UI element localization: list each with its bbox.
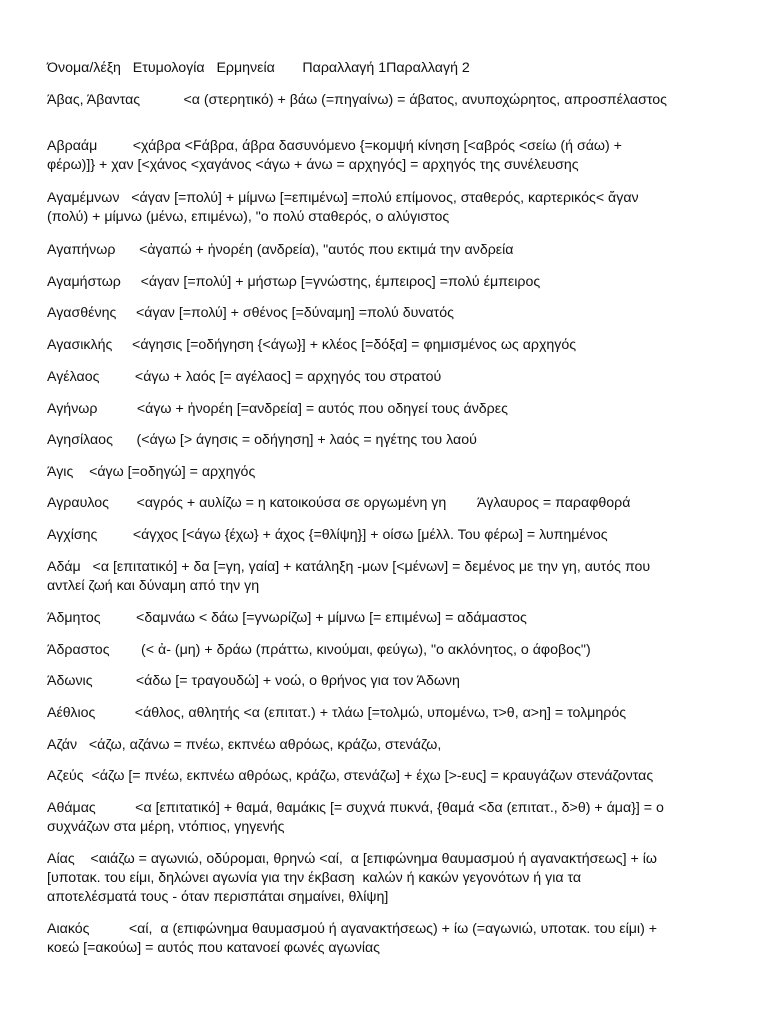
entry-line: Αίας <αιάζω = αγωνιώ, οδύρομαι, θρηνώ <αί, α [επιφώνημα θαυμασμού ή αγανακτήσεως] + ίω xyxy=(47,851,657,867)
entry-line: Άδμητος <δαμνάω < δάω [=γνωρίζω] + μίμνω [= επιμένω] = αδάμαστος xyxy=(47,610,527,626)
entry-line: Αβραάμ <χάβρα <Fάβρα, άβρα δασυνόμενο {=κομψή κίνηση [<αβρός <σείω (ή σάω) + xyxy=(47,138,622,154)
entry-line: (πολύ) + μίμνω (μένω, επιμένω), "ο πολύ σταθερός, ο αλύγιστος xyxy=(47,209,450,225)
entry-line: Αγήνωρ <άγω + ἠνορέη [=ανδρεία] = αυτός που οδηγεί τους άνδρες xyxy=(47,401,508,417)
entry-line: Άδραστος (< ἀ- (μη) + δράω (πράττω, κινούμαι, φεύγω), "ο ακλόνητος, ο άφοβος") xyxy=(47,642,591,658)
entry-line: Αγέλαος <άγω + λαός [= αγέλαος] = αρχηγός του στρατού xyxy=(47,369,442,385)
entry-line: Άβας, Άβαντας <α (στερητικό) + βάω (=πηγαίνω) = άβατος, ανυποχώρητος, απροσπέλαστος xyxy=(47,92,667,108)
entry-line: Αδάμ <α [επιτατικό] + δα [=γη, γαία] + κατάληξη -μων [<μένων] = δεμένος με την γη, αυτός που xyxy=(47,559,651,575)
entry-line: Αθάμας <α [επιτατικό] + θαμά, θαμάκις [= συχνά πυκνά, {θαμά <δα (επιτατ., δ>θ) + άμα}] = ο xyxy=(47,800,664,816)
entry-line: συχνάζων στα μέρη, ντόπιος, γηγενής xyxy=(47,819,285,835)
entry-line: Αγαμέμνων <άγαν [=πολύ] + μίμνω [=επιμένω] =πολύ επίμονος, σταθερός, καρτερικός< ἄγαν xyxy=(47,190,639,206)
entry-line: Άγις <άγω [=οδηγώ] = αρχηγός xyxy=(47,464,256,480)
entry-line: Αέθλιος <άθλος, αθλητής <α (επιτατ.) + τλάω [=τολμώ, υπομένω, τ>θ, α>η] = τολμηρός xyxy=(47,705,627,721)
entry-line: Αγχίσης <άγχος [<άγω {έχω} + άχος {=θλίψη}] + οίσω [μέλλ. Του φέρω] = λυπημένος xyxy=(47,527,608,543)
entry-line: φέρω)]} + χαν [<χάνος <χαγάνος <άγω + άνω = αρχηγός] = αρχηγός της συνέλευσης xyxy=(47,157,579,173)
entry-line: Άδωνις <άδω [= τραγουδώ] + νοώ, ο θρήνος για τον Άδωνη xyxy=(47,673,460,689)
entry-line: Αιακός <αί, α (επιφώνημα θαυμασμού ή αγανακτήσεως) + ίω (=αγωνιώ, υποτακ. του είμι) + xyxy=(47,921,658,937)
entry-line: αποτελέσματά τους - όταν περισπάται σημαίνει, θλίψη] xyxy=(47,889,389,905)
entry-line: Αγαμήστωρ <άγαν [=πολύ] + μήστωρ [=γνώστης, έμπειρος] =πολύ έμπειρος xyxy=(47,274,541,290)
entry-line: Αγραυλος <αγρός + αυλίζω = η κατοικούσα σε οργωμένη γη Άγλαυρος = παραφθορά xyxy=(47,495,631,511)
entry-line: κοεώ [=ακούω] = αυτός που κατανοεί φωνές αγωνίας xyxy=(47,940,381,956)
entry-line: Αγασικλής <άγησις [=οδήγηση {<άγω}] + κλέος [=δόξα] = φημισμένος ως αρχηγός xyxy=(47,337,577,353)
entry-line: Αγαπήνωρ <ἀγαπώ + ἠνορέη (ανδρεία), "αυτός που εκτιμά την ανδρεία xyxy=(47,242,514,258)
entry-line: Αζάν <άζω, αζάνω = πνέω, εκπνέω αθρόως, κράζω, στενάζω, xyxy=(47,737,442,753)
entry-line: Αγασθένης <άγαν [=πολύ] + σθένος [=δύναμη] =πολύ δυνατός xyxy=(47,305,454,321)
entry-line: Αζεύς <άζω [= πνέω, εκπνέω αθρόως, κράζω, στενάζω] + έχω [>-ευς] = κραυγάζων στενάζοντας xyxy=(47,768,654,784)
entry-line: Αγησίλαος (<άγω [> άγησις = οδήγηση] + λαός = ηγέτης του λαού xyxy=(47,432,477,448)
entry-line: αντλεί ζωή και δύναμη από την γη xyxy=(47,578,260,594)
entry-line: [υποτακ. του είμι, δηλώνει αγωνία για την έκβαση καλών ή κακών γεγονότων ή για τα xyxy=(47,870,582,886)
table-header-line: Όνομα/λέξη Ετυμολογία Ερμηνεία Παραλλαγή 1Παραλλαγή 2 xyxy=(47,60,470,76)
